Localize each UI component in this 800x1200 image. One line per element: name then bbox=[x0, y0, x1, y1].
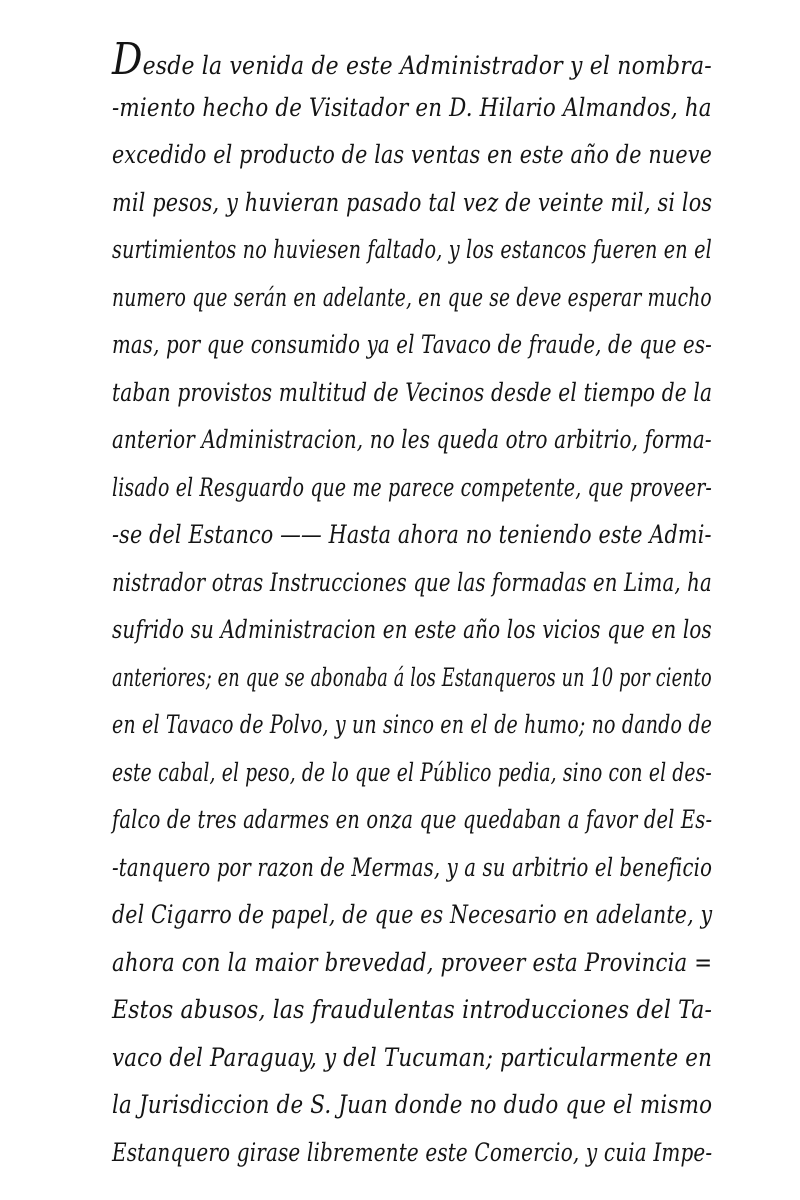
manuscript-line-11: -se del Estanco —— Hasta ahora no teniendo este Admi- bbox=[112, 520, 712, 550]
manuscript-line-22: vaco del Paraguay, y del Tucuman; particularmente en bbox=[112, 1042, 713, 1073]
manuscript-line-16: este cabal, el peso, de lo que el Público pedia, sino con el des- bbox=[112, 757, 712, 788]
manuscript-line-15: en el Tavaco de Polvo, y un sinco en el de humo; no dando de bbox=[112, 710, 713, 740]
manuscript-line-23: la Jurisdiccion de S. Juan donde no dudo que el mismo bbox=[112, 1090, 713, 1120]
manuscript-line-9: anterior Administracion, no les queda otro arbitrio, forma- bbox=[112, 425, 712, 455]
manuscript-line-19: del Cigarro de papel, de que es Necesario en adelante, y bbox=[112, 900, 713, 930]
manuscript-line-text: esde la venida de este Administrador y el nombra- bbox=[142, 51, 712, 81]
manuscript-line-4: mil pesos, y huvieran pasado tal vez de veinte mil, si los bbox=[112, 187, 713, 218]
manuscript-line-12: nistrador otras Instrucciones que las formadas en Lima, ha bbox=[112, 567, 712, 598]
manuscript-line-20: ahora con la maior brevedad, proveer esta Provincia = bbox=[112, 947, 713, 978]
manuscript-line-3: excedido el producto de las ventas en este año de nueve bbox=[112, 140, 712, 170]
manuscript-line-1 bbox=[112, 34, 712, 85]
manuscript-line-21: Estos abusos, las fraudulentas introducciones del Ta- bbox=[112, 995, 713, 1025]
manuscript-line-24: Estanquero girase libremente este Comercio, y cuia Impe- bbox=[112, 1137, 713, 1168]
manuscript-line-6: numero que serán en adelante, en que se deve esperar mucho bbox=[112, 282, 712, 313]
manuscript-line-18: -tanquero por razon de Mermas, y a su arbitrio el beneficio bbox=[112, 852, 713, 883]
manuscript-line-5: surtimientos no huviesen faltado, y los estancos fueren en el bbox=[112, 235, 712, 265]
manuscript-line-8: taban provistos multitud de Vecinos desde el tiempo de la bbox=[112, 377, 713, 408]
manuscript-line-14: anteriores; en que se abonaba á los Estanqueros un 10 por ciento bbox=[112, 662, 712, 693]
decorated-initial: D bbox=[112, 34, 143, 85]
manuscript-line-13: sufrido su Administracion en este año los vicios que en los bbox=[112, 615, 712, 645]
manuscript-line-7: mas, por que consumido ya el Tavaco de fraude, de que es- bbox=[112, 330, 712, 360]
manuscript-line-2: -miento hecho de Visitador en D. Hilario Almandos, ha bbox=[112, 92, 712, 123]
manuscript-line-17: falco de tres adarmes en onza que quedaban a favor del Es- bbox=[112, 805, 713, 835]
manuscript-line-10: lisado el Resguardo que me parece competente, que proveer- bbox=[112, 472, 712, 503]
